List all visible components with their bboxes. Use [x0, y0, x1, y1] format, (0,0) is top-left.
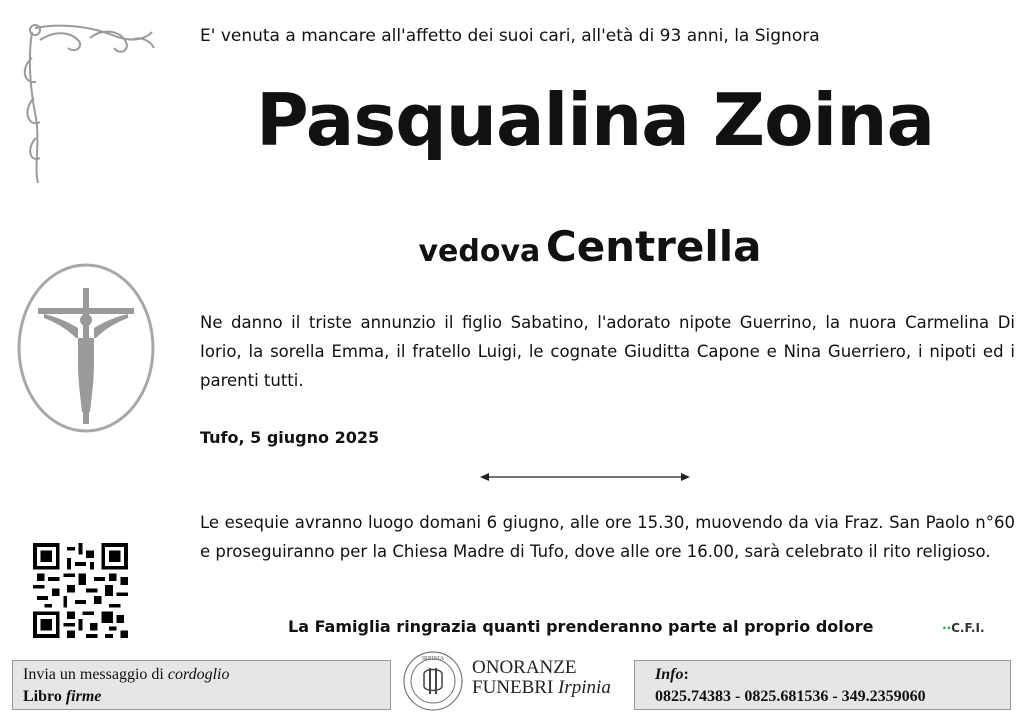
- double-arrow-divider: [480, 470, 690, 484]
- cfi-dots-icon: ⋅⋅: [942, 621, 952, 635]
- brand-line1: ONORANZE: [472, 657, 577, 678]
- spouse-line: [0, 222, 1024, 271]
- funeral-home-name: [472, 658, 611, 698]
- crucifix-icon: [16, 262, 156, 434]
- cfi-logo: [942, 621, 985, 635]
- cfi-logo-text: C.F.I.: [951, 621, 985, 635]
- phone-numbers[interactable]: 0825.74383 - 0825.681536 - 349.2359060: [655, 688, 926, 705]
- spouse-surname: Centrella: [545, 222, 762, 271]
- widow-word: vedova: [418, 234, 541, 269]
- qr-code[interactable]: [33, 543, 128, 638]
- announcement-paragraph: [200, 308, 1015, 395]
- condolence-box[interactable]: [12, 660, 391, 710]
- guestbook-link[interactable]: Libro firme: [23, 688, 102, 705]
- info-label: Info: [655, 666, 684, 683]
- place-date: Tufo, 5 giugno 2025: [200, 428, 380, 447]
- thanks-line: La Famiglia ringrazia quanti prenderanno parte al proprio dolore: [288, 617, 874, 636]
- info-box: Info: 0825.74383 - 0825.681536 - 349.2359060: [634, 660, 1011, 710]
- funeral-home-logo-icon: [402, 650, 464, 712]
- brand-line2: FUNEBRI Irpinia: [472, 677, 611, 698]
- deceased-name: Pasqualina Zoina: [255, 78, 935, 162]
- announcement-text: Ne danno il triste annunzio il figlio Sabatino, l'adorato nipote Guerrino, la nuora Carmelina Di Iorio, la sorella Emma, il fratello Luigi, le cognate Giuditta Capone e Nina Guerriero, i nipoti ed i parenti tutti.: [200, 313, 1015, 390]
- funeral-text: Le esequie avranno luogo domani 6 giugno, alle ore 15.30, muovendo da via Fraz. San Paolo n°60 e proseguiranno per la Chiesa Madre di Tufo, dove alle ore 16.00, sarà celebrato il rito religioso.: [200, 513, 1015, 561]
- svg-text:IRPINIA: IRPINIA: [422, 656, 444, 662]
- funeral-paragraph: [200, 508, 1015, 566]
- intro-text: E' venuta a mancare all'affetto dei suoi cari, all'età di 93 anni, la Signora: [200, 26, 820, 46]
- condolence-link[interactable]: Invia un messaggio di cordoglio: [23, 666, 230, 683]
